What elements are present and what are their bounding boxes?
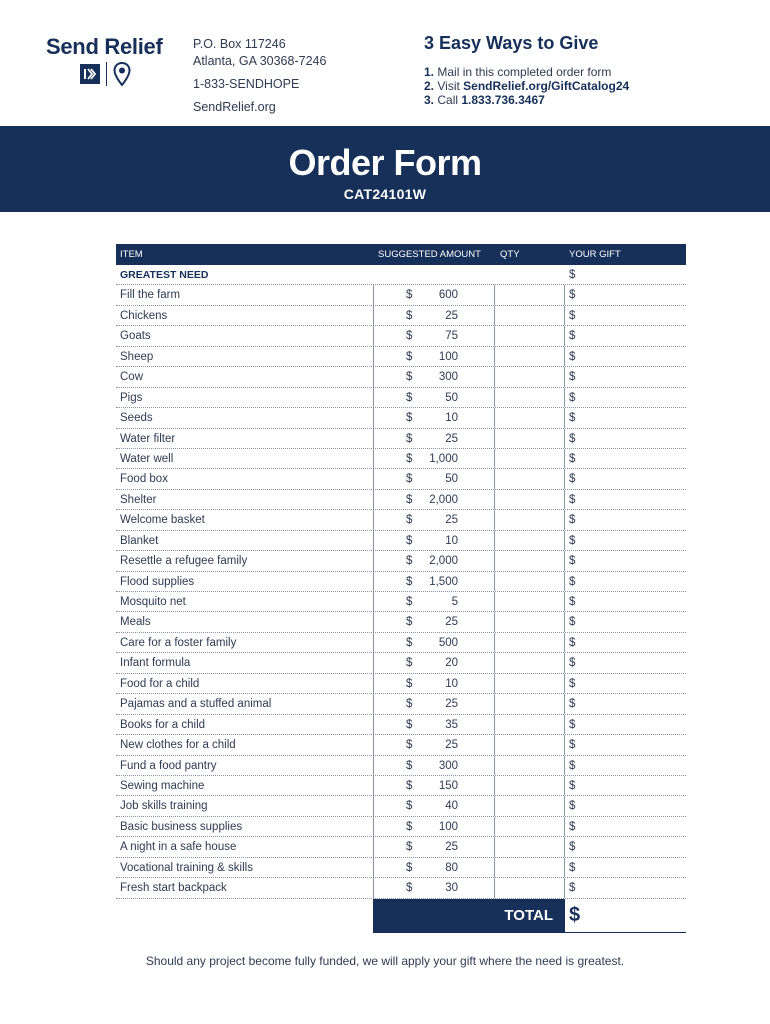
row-currency: $ xyxy=(406,596,413,608)
amount-cell xyxy=(373,469,494,488)
row-currency: $ xyxy=(406,493,413,506)
row-currency: $ xyxy=(406,350,413,363)
total-currency: $ xyxy=(569,903,581,926)
row-suggested-amount: 1,000 xyxy=(429,452,458,465)
qty-input[interactable] xyxy=(494,674,565,693)
gift-input[interactable]: $ xyxy=(569,371,576,384)
phone-number: 1-833-SENDHOPE xyxy=(193,77,300,91)
row-suggested-amount: 300 xyxy=(438,371,458,384)
row-item-name: Seeds xyxy=(120,412,153,425)
location-pin-icon xyxy=(113,62,131,86)
row-suggested-amount: 300 xyxy=(438,759,458,772)
qty-input[interactable] xyxy=(494,429,565,448)
gift-input[interactable]: $ xyxy=(569,861,576,874)
gift-input[interactable]: $ xyxy=(569,820,576,833)
amount-cell xyxy=(373,531,494,550)
amount-cell xyxy=(373,796,494,815)
gift-input[interactable]: $ xyxy=(569,596,576,608)
row-suggested-amount: 10 xyxy=(445,677,458,690)
amount-cell xyxy=(373,735,494,754)
row-suggested-amount: 75 xyxy=(445,330,458,343)
row-currency: $ xyxy=(406,882,413,895)
table-row xyxy=(116,449,686,469)
amount-cell xyxy=(373,674,494,693)
gift-input[interactable]: $ xyxy=(569,779,576,792)
row-item-name: Blanket xyxy=(120,534,159,547)
row-item-name: Fill the farm xyxy=(120,289,181,302)
qty-input[interactable] xyxy=(494,858,565,877)
qty-input[interactable] xyxy=(494,735,565,754)
gift-input[interactable]: $ xyxy=(569,412,576,425)
amount-cell xyxy=(373,633,494,652)
row-item-name: Job skills training xyxy=(120,800,208,813)
order-table xyxy=(116,244,686,933)
qty-input[interactable] xyxy=(494,715,565,734)
qty-input[interactable] xyxy=(494,878,565,897)
table-row xyxy=(116,592,686,612)
row-currency: $ xyxy=(406,718,413,731)
row-item-name: Water well xyxy=(120,452,174,465)
table-row xyxy=(116,306,686,326)
table-row xyxy=(116,469,686,489)
total-gift-field[interactable] xyxy=(565,899,686,933)
qty-input[interactable] xyxy=(494,449,565,468)
qty-input[interactable] xyxy=(494,367,565,386)
row-currency: $ xyxy=(406,800,413,813)
qty-input[interactable] xyxy=(494,572,565,591)
qty-input[interactable] xyxy=(494,285,565,304)
amount-cell xyxy=(373,837,494,856)
qty-input[interactable] xyxy=(494,408,565,427)
header-item: ITEM xyxy=(120,249,143,260)
table-row xyxy=(116,531,686,551)
amount-cell xyxy=(373,367,494,386)
qty-input[interactable] xyxy=(494,347,565,366)
row-currency: $ xyxy=(406,861,413,874)
gift-input[interactable]: $ xyxy=(569,739,576,752)
address-line-1: P.O. Box 117246 xyxy=(193,37,286,51)
row-currency: $ xyxy=(406,534,413,547)
row-currency: $ xyxy=(406,820,413,833)
amount-cell xyxy=(373,429,494,448)
qty-input[interactable] xyxy=(494,326,565,345)
row-item-name: Resettle a refugee family xyxy=(120,555,248,568)
ways-list xyxy=(424,65,629,107)
amount-cell xyxy=(373,612,494,631)
table-row xyxy=(116,653,686,673)
forward-arrows-icon xyxy=(80,64,100,84)
gift-input[interactable]: $ xyxy=(569,555,576,568)
page-title: Order Form xyxy=(288,142,482,183)
row-item-name: Cow xyxy=(120,371,144,384)
row-currency: $ xyxy=(406,514,413,527)
row-suggested-amount: 1,500 xyxy=(429,575,458,588)
header-suggested-amount: SUGGESTED AMOUNT xyxy=(378,249,481,260)
row-currency: $ xyxy=(406,698,413,711)
row-currency: $ xyxy=(406,841,413,854)
table-row xyxy=(116,612,686,632)
amount-cell xyxy=(373,510,494,529)
gift-catalog-link[interactable]: SendRelief.org/GiftCatalog24 xyxy=(463,79,630,93)
qty-input[interactable] xyxy=(494,510,565,529)
gift-input[interactable]: $ xyxy=(569,452,576,465)
row-currency: $ xyxy=(406,452,413,465)
row-suggested-amount: 80 xyxy=(445,861,458,874)
row-suggested-amount: 2,000 xyxy=(429,555,458,568)
send-relief-logo xyxy=(46,34,163,60)
row-suggested-amount: 2,000 xyxy=(429,493,458,506)
row-item-name: Infant formula xyxy=(120,657,191,670)
website-link[interactable]: SendRelief.org xyxy=(193,100,276,114)
table-row xyxy=(116,837,686,857)
row-currency: $ xyxy=(406,677,413,690)
table-row xyxy=(116,817,686,837)
way-number: 3. xyxy=(424,93,435,107)
row-item-name: Fund a food pantry xyxy=(120,759,217,772)
row-suggested-amount: 20 xyxy=(445,657,458,670)
amount-cell xyxy=(373,817,494,836)
row-suggested-amount: 25 xyxy=(445,432,458,445)
gift-input[interactable]: $ xyxy=(569,514,576,527)
row-item-name: Basic business supplies xyxy=(120,820,243,833)
row-item-name: Pigs xyxy=(120,391,143,404)
address-line-2: Atlanta, GA 30368-7246 xyxy=(193,54,327,68)
row-item-name: Mosquito net xyxy=(120,596,186,608)
row-item-name: Goats xyxy=(120,330,151,343)
row-item-name: Shelter xyxy=(120,493,157,506)
gift-input[interactable]: $ xyxy=(569,432,576,445)
gift-input[interactable]: $ xyxy=(569,391,576,404)
ways-to-give xyxy=(424,33,629,107)
row-item-name: New clothes for a child xyxy=(120,739,236,752)
gift-input[interactable]: $ xyxy=(569,473,576,486)
row-suggested-amount: 50 xyxy=(445,473,458,486)
table-row xyxy=(116,388,686,408)
way-item xyxy=(424,93,629,107)
qty-input[interactable] xyxy=(494,592,565,611)
row-currency: $ xyxy=(406,289,413,302)
gift-input[interactable]: $ xyxy=(569,759,576,772)
qty-input[interactable] xyxy=(494,612,565,631)
row-suggested-amount: 40 xyxy=(445,800,458,813)
qty-input[interactable] xyxy=(494,817,565,836)
gift-input[interactable]: $ xyxy=(569,269,576,281)
gift-input[interactable]: $ xyxy=(569,493,576,506)
qty-input[interactable] xyxy=(494,694,565,713)
amount-cell xyxy=(373,592,494,611)
row-suggested-amount: 25 xyxy=(445,616,458,629)
table-row xyxy=(116,510,686,530)
table-row xyxy=(116,551,686,571)
row-item-name: Vocational training & skills xyxy=(120,861,253,874)
amount-cell xyxy=(373,388,494,407)
row-suggested-amount: 50 xyxy=(445,391,458,404)
gift-input[interactable]: $ xyxy=(569,575,576,588)
qty-input[interactable] xyxy=(494,653,565,672)
ways-title: 3 Easy Ways to Give xyxy=(424,33,599,53)
row-suggested-amount: 25 xyxy=(445,309,458,322)
row-currency: $ xyxy=(406,371,413,384)
row-suggested-amount: 150 xyxy=(438,779,458,792)
logo-icons xyxy=(80,62,131,86)
row-currency: $ xyxy=(406,616,413,629)
gift-input[interactable]: $ xyxy=(569,698,576,711)
amount-cell xyxy=(373,285,494,304)
row-currency: $ xyxy=(406,391,413,404)
logo-wordmark: Send Relief xyxy=(46,34,163,59)
contact-info xyxy=(193,36,326,116)
row-item-name: A night in a safe house xyxy=(120,841,237,854)
gift-input[interactable]: $ xyxy=(569,330,576,343)
gift-input[interactable]: $ xyxy=(569,616,576,629)
amount-cell xyxy=(373,756,494,775)
row-suggested-amount: 10 xyxy=(445,534,458,547)
total-row xyxy=(116,899,686,933)
row-suggested-amount: 25 xyxy=(445,514,458,527)
amount-cell xyxy=(373,326,494,345)
qty-input[interactable] xyxy=(494,796,565,815)
table-row xyxy=(116,633,686,653)
row-suggested-amount: 25 xyxy=(445,698,458,711)
amount-cell xyxy=(373,878,494,897)
way-text: Visit xyxy=(437,79,464,93)
row-item-name: Books for a child xyxy=(120,718,206,731)
gift-input[interactable]: $ xyxy=(569,657,576,670)
row-currency: $ xyxy=(406,412,413,425)
qty-input[interactable] xyxy=(494,837,565,856)
qty-input[interactable] xyxy=(494,490,565,509)
row-currency: $ xyxy=(406,473,413,486)
qty-input[interactable] xyxy=(494,388,565,407)
gift-input[interactable]: $ xyxy=(569,350,576,363)
category-row xyxy=(116,265,686,285)
way-text: Call xyxy=(437,93,462,107)
table-row xyxy=(116,756,686,776)
row-suggested-amount: 5 xyxy=(451,596,458,608)
way-number: 1. xyxy=(424,65,435,79)
header-qty: QTY xyxy=(500,249,520,260)
gift-input[interactable]: $ xyxy=(569,882,576,895)
table-row xyxy=(116,572,686,592)
table-row xyxy=(116,367,686,387)
table-row xyxy=(116,674,686,694)
gift-input[interactable]: $ xyxy=(569,841,576,854)
amount-cell xyxy=(373,653,494,672)
row-item-name: Care for a foster family xyxy=(120,636,237,649)
row-currency: $ xyxy=(406,739,413,752)
qty-input[interactable] xyxy=(494,756,565,775)
header-your-gift: YOUR GIFT xyxy=(569,249,621,260)
row-item-name: Water filter xyxy=(120,432,176,445)
row-suggested-amount: 25 xyxy=(445,841,458,854)
table-row xyxy=(116,796,686,816)
table-header xyxy=(116,244,686,265)
row-suggested-amount: 100 xyxy=(438,820,458,833)
qty-input[interactable] xyxy=(494,469,565,488)
table-row xyxy=(116,347,686,367)
row-item-name: Meals xyxy=(120,616,151,629)
qty-input[interactable] xyxy=(494,551,565,570)
gift-input[interactable]: $ xyxy=(569,289,576,302)
table-row xyxy=(116,694,686,714)
amount-cell xyxy=(373,306,494,325)
qty-input[interactable] xyxy=(494,776,565,795)
qty-input[interactable] xyxy=(494,633,565,652)
row-suggested-amount: 25 xyxy=(445,739,458,752)
gift-input[interactable]: $ xyxy=(569,636,576,649)
table-row xyxy=(116,429,686,449)
amount-cell xyxy=(373,715,494,734)
table-row xyxy=(116,490,686,510)
qty-input[interactable] xyxy=(494,531,565,550)
footnote: Should any project become fully funded, we will apply your gift where the need is greatest. xyxy=(145,954,625,968)
way-number: 2. xyxy=(424,79,435,93)
row-item-name: Food for a child xyxy=(120,677,200,690)
row-currency: $ xyxy=(406,309,413,322)
row-item-name: Flood supplies xyxy=(120,575,195,588)
table-row xyxy=(116,878,686,898)
category-label: GREATEST NEED xyxy=(120,269,209,281)
total-label: TOTAL xyxy=(373,899,565,933)
row-currency: $ xyxy=(406,657,413,670)
gift-input[interactable]: $ xyxy=(569,309,576,322)
row-currency: $ xyxy=(406,432,413,445)
call-phone-number[interactable]: 1.833.736.3467 xyxy=(461,93,545,107)
row-suggested-amount: 30 xyxy=(445,882,458,895)
table-row xyxy=(116,858,686,878)
logo-divider xyxy=(106,62,107,86)
amount-cell xyxy=(373,694,494,713)
qty-input[interactable] xyxy=(494,306,565,325)
row-suggested-amount: 10 xyxy=(445,412,458,425)
way-item xyxy=(424,79,629,93)
table-row xyxy=(116,715,686,735)
row-item-name: Pajamas and a stuffed animal xyxy=(120,698,272,711)
row-suggested-amount: 100 xyxy=(438,350,458,363)
row-item-name: Fresh start backpack xyxy=(120,882,227,895)
row-item-name: Food box xyxy=(120,473,168,486)
row-currency: $ xyxy=(406,759,413,772)
row-item-name: Sheep xyxy=(120,350,154,363)
way-item xyxy=(424,65,629,79)
amount-cell xyxy=(373,858,494,877)
row-item-name: Chickens xyxy=(120,309,168,322)
row-currency: $ xyxy=(406,555,413,568)
row-suggested-amount: 600 xyxy=(438,289,458,302)
gift-input[interactable]: $ xyxy=(569,677,576,690)
way-text: Mail in this completed order form xyxy=(437,65,612,79)
row-currency: $ xyxy=(406,575,413,588)
row-currency: $ xyxy=(406,330,413,343)
table-row xyxy=(116,326,686,346)
catalog-code: CAT24101W xyxy=(343,186,427,202)
row-currency: $ xyxy=(406,636,413,649)
row-suggested-amount: 35 xyxy=(445,718,458,731)
amount-cell xyxy=(373,408,494,427)
amount-cell xyxy=(373,347,494,366)
table-row xyxy=(116,776,686,796)
table-row xyxy=(116,735,686,755)
row-suggested-amount: 500 xyxy=(438,636,458,649)
order-form-banner xyxy=(0,126,770,212)
row-currency: $ xyxy=(406,779,413,792)
table-row xyxy=(116,408,686,428)
row-item-name: Welcome basket xyxy=(120,514,205,527)
amount-cell xyxy=(373,776,494,795)
row-item-name: Sewing machine xyxy=(120,779,205,792)
gift-input[interactable]: $ xyxy=(569,534,576,547)
gift-input[interactable]: $ xyxy=(569,800,576,813)
table-row xyxy=(116,285,686,305)
gift-input[interactable]: $ xyxy=(569,718,576,731)
